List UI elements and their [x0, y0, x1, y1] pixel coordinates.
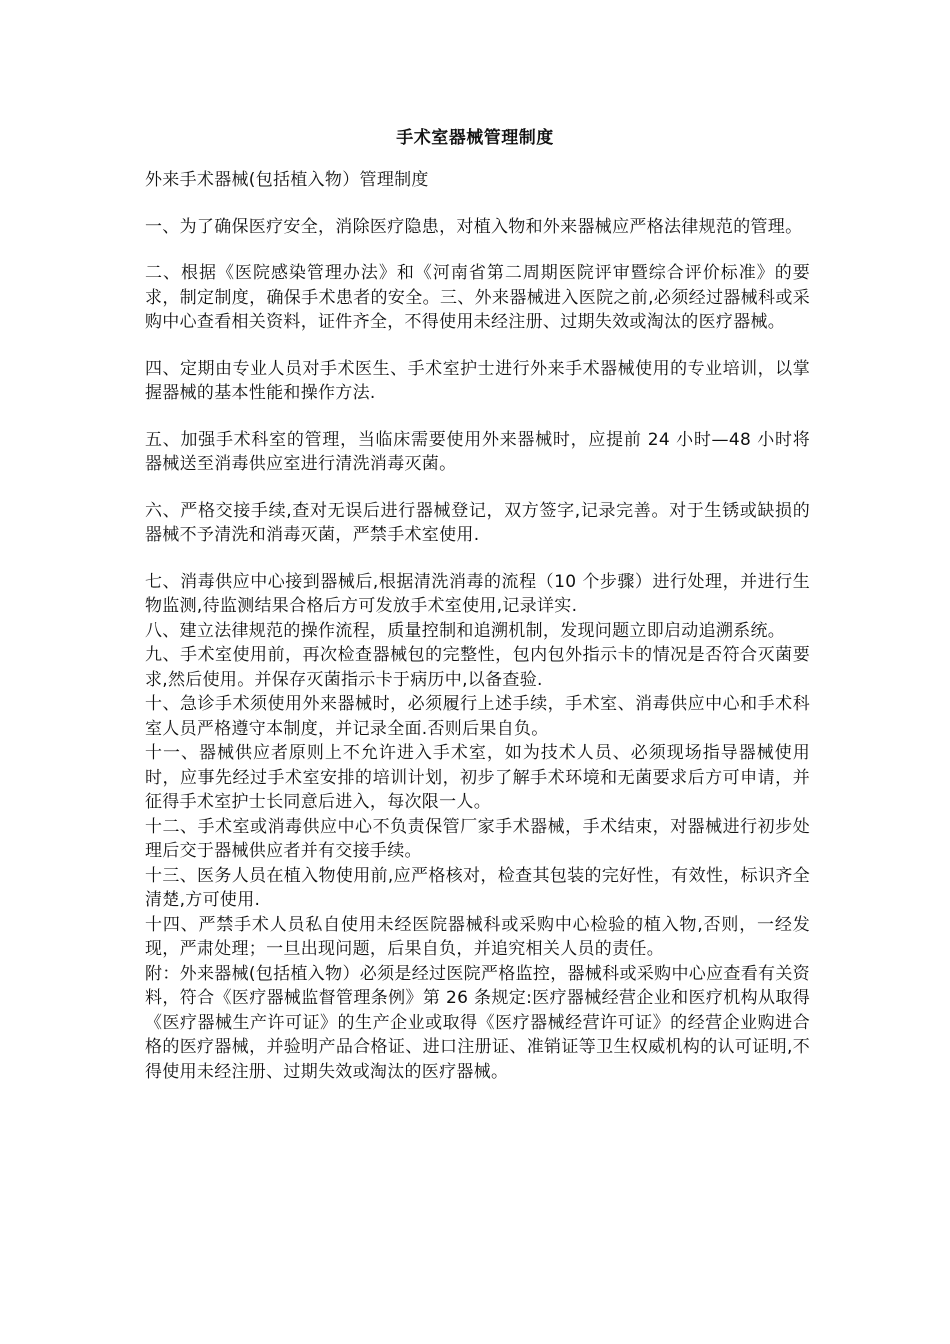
- paragraph-11: 十一、器械供应者原则上不允许进入手术室，如为技术人员、必须现场指导器械使用时，应事先经过手术室安排的培训计划，初步了解手术环境和无菌要求后方可申请，并征得手术室护士长同意后进入，每次限一人。: [145, 743, 810, 812]
- paragraph-5: 五、加强手术科室的管理，当临床需要使用外来器械时，应提前 24 小时—48 小时将器械送至消毒供应室进行清洗消毒灭菌。: [145, 429, 810, 474]
- paragraph-7: 七、消毒供应中心接到器械后,根据清洗消毒的流程（10 个步骤）进行处理，并进行生物监测,待监测结果合格后方可发放手术室使用,记录详实.: [145, 571, 810, 616]
- appendix-paragraph: 附：外来器械(包括植入物）必须是经过医院严格监控，器械科或采购中心应查看有关资料，符合《医疗器械监督管理条例》第 26 条规定:医疗器械经营企业和医疗机构从取得《医疗器械生产许可证》的生产企业或取得《医疗器械经营许可证》的经营企业购进合格的医疗器械，并验明产品合格证、进口注册证、准销证等卫生权威机构的认可证明,不得使用未经注册、过期失效或淘汰的医疗器械。: [145, 963, 810, 1082]
- paragraph-2: 二、根据《医院感染管理办法》和《河南省第二周期医院评审暨综合评价标准》的要求，制定制度，确保手术患者的安全。三、外来器械进入医院之前,必须经过器械科或采购中心查看相关资料，证件齐全，不得使用未经注册、过期失效或淘汰的医疗器械。: [145, 263, 810, 332]
- paragraph-1: 一、为了确保医疗安全，消除医疗隐患，对植入物和外来器械应严格法律规范的管理。: [145, 216, 803, 237]
- paragraph-4: 四、定期由专业人员对手术医生、手术室护士进行外来手术器械使用的专业培训，以掌握器械的基本性能和操作方法.: [145, 358, 810, 403]
- document-title: 手术室器械管理制度: [396, 128, 554, 148]
- paragraph-12: 十二、手术室或消毒供应中心不负责保管厂家手术器械，手术结束，对器械进行初步处理后交于器械供应者并有交接手续。: [145, 816, 810, 861]
- paragraph-10: 十、急诊手术须使用外来器械时，必须履行上述手续，手术室、消毒供应中心和手术科室人员严格遵守本制度，并记录全面.否则后果自负。: [145, 694, 810, 739]
- paragraph-14: 十四、严禁手术人员私自使用未经医院器械科或采购中心检验的植入物,否则，一经发现，严肃处理；一旦出现问题，后果自负，并追究相关人员的责任。: [145, 914, 810, 959]
- paragraph-6: 六、严格交接手续,查对无误后进行器械登记，双方签字,记录完善。对于生锈或缺损的器械不予清洗和消毒灭菌，严禁手术室使用.: [145, 500, 810, 545]
- document-body: [145, 168, 810, 1084]
- paragraph-13: 十三、医务人员在植入物使用前,应严格核对，检查其包装的完好性，有效性，标识齐全清楚,方可使用.: [145, 865, 810, 910]
- paragraph-9: 九、手术室使用前，再次检查器械包的完整性，包内包外指示卡的情况是否符合灭菌要求,然后使用。并保存灭菌指示卡于病历中,以备查验.: [145, 645, 810, 690]
- paragraph-8: 八、建立法律规范的操作流程，质量控制和追溯机制，发现问题立即启动追溯系统。: [145, 620, 786, 641]
- section-subtitle: 外来手术器械(包括植入物）管理制度: [145, 170, 429, 190]
